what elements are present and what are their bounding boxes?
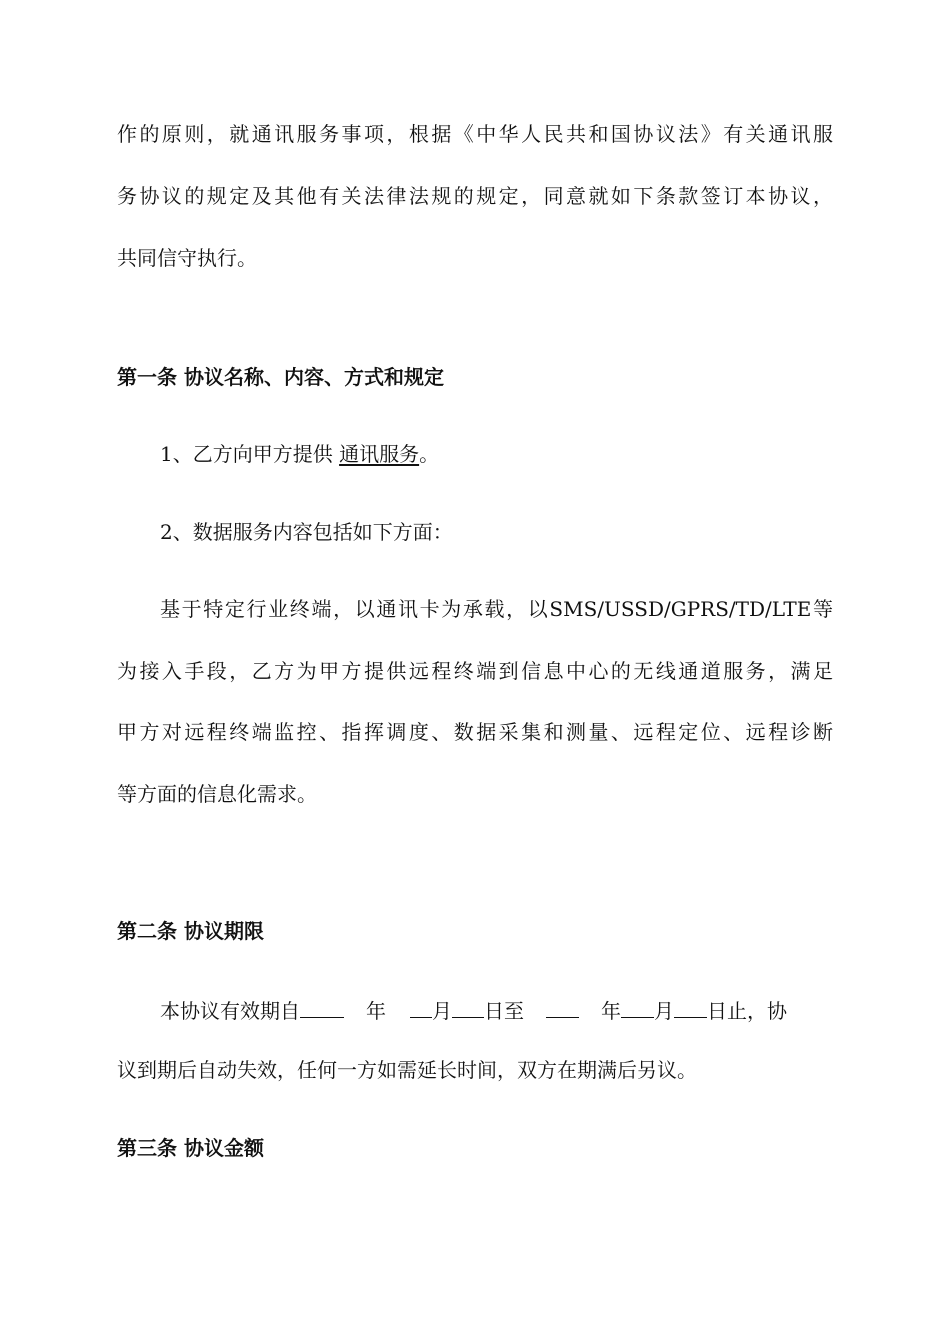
day-end-blank[interactable] [674,995,707,1018]
term-year-1: 年 [366,999,386,1023]
article-1-para-line-1: 基于特定行业终端，以通讯卡为承载，以SMS/USSD/GPRS/TD/LTE等 [160,597,833,621]
article-1-para-line-4: 等方面的信息化需求。 [117,782,317,806]
article-1-item-1 [160,440,833,468]
item-1-suffix: 。 [419,442,440,466]
term-day-2: 日止，协 [707,999,787,1023]
day-start-blank[interactable] [452,995,484,1018]
year-start-blank[interactable] [300,995,344,1018]
item-1-service: 通讯服务 [339,442,420,466]
intro-line-3: 共同信守执行。 [117,246,257,270]
month-start-blank[interactable] [410,995,432,1018]
year-end-blank[interactable] [546,995,579,1018]
term-from: 本协议有效期自 [160,999,300,1023]
item-1-prefix: 1、乙方向甲方提供 [160,442,340,466]
intro-line-1: 作的原则，就通讯服务事项，根据《中华人民共和国协议法》有关通讯服 [117,122,833,146]
article-1-heading: 第一条 协议名称、内容、方式和规定 [117,365,444,389]
article-1-item-2: 2、数据服务内容包括如下方面： [160,520,453,544]
article-2-line-2: 议到期后自动失效，任何一方如需延长时间，双方在期满后另议。 [117,1058,697,1082]
article-1-para-line-2: 为接入手段，乙方为甲方提供远程终端到信息中心的无线通道服务，满足 [117,659,833,683]
month-end-blank[interactable] [621,995,654,1018]
term-month-1: 月 [432,999,452,1023]
article-2-heading: 第二条 协议期限 [117,919,264,943]
article-1-para-line-3: 甲方对远程终端监控、指挥调度、数据采集和测量、远程定位、远程诊断 [117,720,833,744]
term-month-2: 月 [654,999,674,1023]
intro-line-2: 务协议的规定及其他有关法律法规的规定，同意就如下条款签订本协议， [117,184,833,208]
term-day-1: 日至 [484,999,524,1023]
article-3-heading: 第三条 协议金额 [117,1136,264,1160]
term-year-2: 年 [601,999,621,1023]
article-2-term-line [160,995,833,1025]
